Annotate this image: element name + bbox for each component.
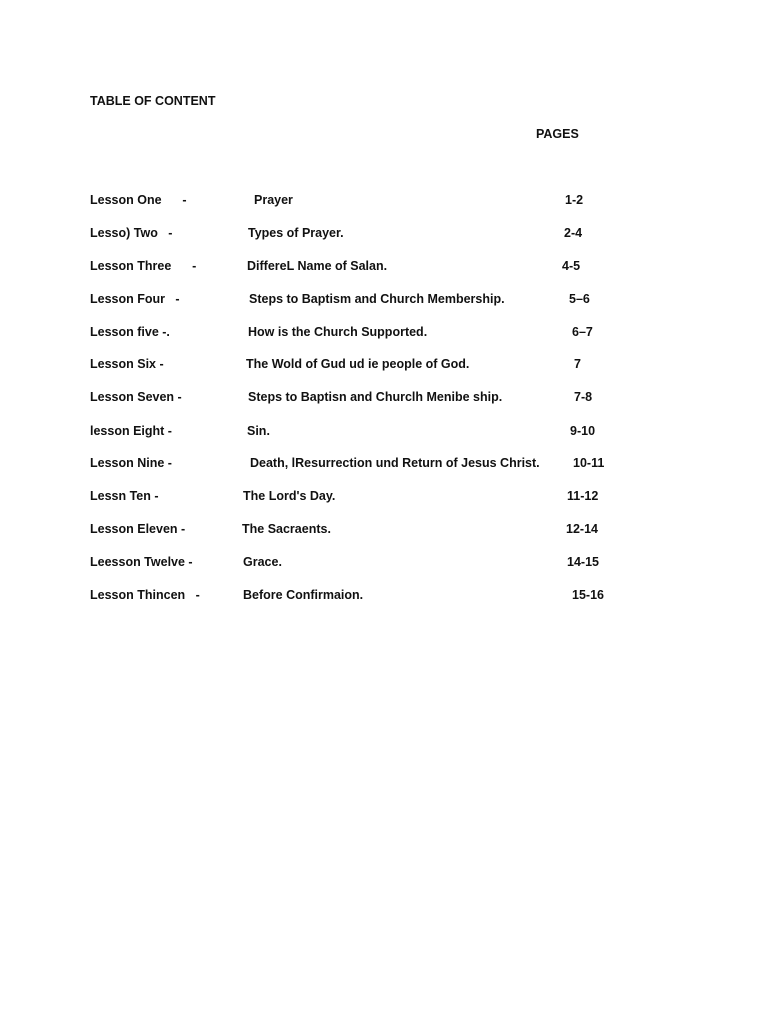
toc-row	[0, 522, 768, 540]
lesson-topic: How is the Church Supported.	[248, 325, 428, 339]
toc-row	[0, 357, 768, 375]
lesson-pages: 1-2	[565, 193, 584, 207]
lesson-topic: Before Confirmaion.	[243, 588, 364, 602]
lesson-label: Leesson Twelve -	[90, 555, 193, 569]
lesson-label: Lesson Seven -	[90, 390, 182, 404]
lesson-label: Lesson Nine -	[90, 456, 172, 470]
lesson-topic: The Sacraents.	[242, 522, 331, 536]
toc-title: TABLE OF CONTENT	[90, 94, 216, 108]
lesson-pages: 12-14	[566, 522, 598, 536]
lesson-label: Lesson Six -	[90, 357, 164, 371]
lesson-label: Lessn Ten -	[90, 489, 159, 503]
lesson-pages: 10-11	[573, 456, 605, 470]
lesson-pages: 6–7	[572, 325, 593, 339]
lesson-label: Lesson Four -	[90, 292, 180, 306]
lesson-topic: Types of Prayer.	[248, 226, 344, 240]
lesson-topic: The Wold of Gud ud ie people of God.	[246, 357, 470, 371]
lesson-topic: Steps to Baptism and Church Membership.	[249, 292, 505, 306]
toc-row	[0, 588, 768, 606]
lesson-pages: 7	[574, 357, 581, 371]
pages-column-header: PAGES	[536, 127, 579, 141]
lesson-topic: Death, lResurrection und Return of Jesus Christ.	[250, 456, 540, 470]
toc-row	[0, 259, 768, 277]
lesson-label: Lesson Thincen -	[90, 588, 200, 602]
lesson-topic: DiffereL Name of Salan.	[247, 259, 388, 273]
lesson-pages: 11-12	[567, 489, 599, 503]
toc-row	[0, 489, 768, 507]
lesson-label: Lesson Three -	[90, 259, 197, 273]
lesson-pages: 4-5	[562, 259, 581, 273]
lesson-topic: Grace.	[243, 555, 282, 569]
lesson-topic: Steps to Baptisn and Churclh Menibe ship.	[248, 390, 503, 404]
lesson-label: lesson Eight -	[90, 424, 172, 438]
lesson-pages: 9-10	[570, 424, 596, 438]
lesson-topic: Sin.	[247, 424, 270, 438]
lesson-label: Lesson Eleven -	[90, 522, 186, 536]
lesson-topic: Prayer	[254, 193, 293, 207]
toc-row	[0, 292, 768, 310]
lesson-topic: The Lord's Day.	[243, 489, 336, 503]
toc-row	[0, 193, 768, 211]
toc-row	[0, 555, 768, 573]
toc-row	[0, 325, 768, 343]
lesson-label: Lesso) Two -	[90, 226, 173, 240]
lesson-pages: 15-16	[572, 588, 604, 602]
lesson-label: Lesson five -.	[90, 325, 170, 339]
toc-row	[0, 390, 768, 408]
toc-row	[0, 456, 768, 474]
lesson-pages: 5–6	[569, 292, 590, 306]
lesson-pages: 2-4	[564, 226, 583, 240]
lesson-pages: 7-8	[574, 390, 593, 404]
toc-row	[0, 226, 768, 244]
toc-row	[0, 424, 768, 442]
lesson-label: Lesson One -	[90, 193, 187, 207]
lesson-pages: 14-15	[567, 555, 599, 569]
